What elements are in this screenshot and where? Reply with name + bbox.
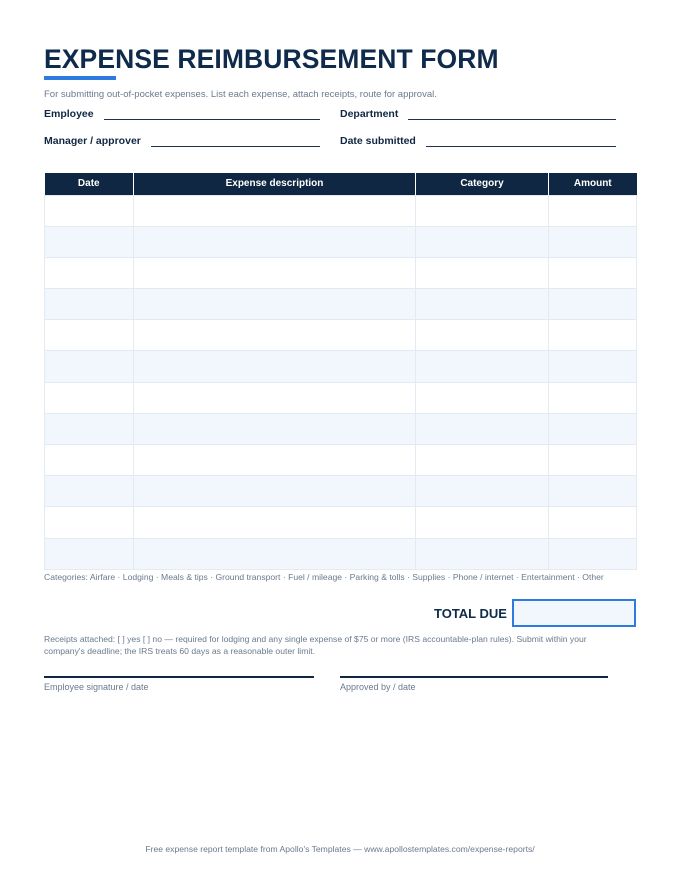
form-subtitle: For submitting out-of-pocket expenses. List each expense, attach receipts, route for approval.: [44, 89, 437, 100]
cell-category[interactable]: [416, 351, 549, 382]
table-row: [45, 413, 637, 444]
cell-category[interactable]: [416, 226, 549, 257]
table-row: [45, 320, 637, 351]
manager-input-line[interactable]: [151, 146, 320, 147]
employee-input-line[interactable]: [104, 119, 320, 120]
cell-amount[interactable]: [549, 195, 637, 226]
expense-table: [44, 173, 637, 570]
categories-note: Categories: Airfare · Lodging · Meals & tips · Ground transport · Fuel / mileage · Parking & tolls · Supplies · Phone / internet · Entertainment · Other: [44, 572, 604, 582]
cell-description[interactable]: [134, 320, 416, 351]
cell-amount[interactable]: [549, 289, 637, 320]
column-header-amount: Amount: [549, 173, 637, 195]
date-submitted-field[interactable]: [340, 131, 616, 147]
manager-label: Manager / approver: [44, 135, 141, 147]
department-field[interactable]: [340, 104, 616, 120]
cell-amount[interactable]: [549, 320, 637, 351]
cell-description[interactable]: [134, 538, 416, 569]
column-header-description: Expense description: [134, 173, 416, 195]
title-accent-bar: [44, 76, 116, 80]
table-row: [45, 476, 637, 507]
total-due-label: TOTAL DUE: [434, 606, 507, 621]
table-row: [45, 445, 637, 476]
cell-date[interactable]: [45, 351, 134, 382]
cell-category[interactable]: [416, 195, 549, 226]
date-submitted-input-line[interactable]: [426, 146, 616, 147]
cell-description[interactable]: [134, 382, 416, 413]
cell-amount[interactable]: [549, 226, 637, 257]
cell-category[interactable]: [416, 476, 549, 507]
cell-amount[interactable]: [549, 476, 637, 507]
cell-amount[interactable]: [549, 538, 637, 569]
manager-field[interactable]: [44, 131, 320, 147]
table-row: [45, 195, 637, 226]
employee-label: Employee: [44, 108, 94, 120]
employee-signature-line[interactable]: [44, 676, 314, 678]
cell-amount[interactable]: [549, 445, 637, 476]
cell-date[interactable]: [45, 538, 134, 569]
table-row: [45, 257, 637, 288]
cell-amount[interactable]: [549, 351, 637, 382]
column-header-category: Category: [416, 173, 549, 195]
cell-description[interactable]: [134, 445, 416, 476]
cell-date[interactable]: [45, 289, 134, 320]
table-row: [45, 382, 637, 413]
receipts-note: Receipts attached: [ ] yes [ ] no — required for lodging and any single expense of $75 or more (IRS accountable-plan rules). Submit within your company's deadline; the IRS treats 60 days as a reasonable outer limit.: [44, 634, 587, 656]
cell-amount[interactable]: [549, 413, 637, 444]
form-title: EXPENSE REIMBURSEMENT FORM: [44, 44, 499, 74]
cell-category[interactable]: [416, 413, 549, 444]
cell-category[interactable]: [416, 445, 549, 476]
cell-date[interactable]: [45, 257, 134, 288]
date-submitted-label: Date submitted: [340, 135, 416, 147]
cell-category[interactable]: [416, 382, 549, 413]
cell-date[interactable]: [45, 413, 134, 444]
cell-amount[interactable]: [549, 507, 637, 538]
department-label: Department: [340, 108, 399, 120]
cell-description[interactable]: [134, 507, 416, 538]
cell-description[interactable]: [134, 226, 416, 257]
cell-category[interactable]: [416, 289, 549, 320]
column-header-date: Date: [45, 173, 134, 195]
table-row: [45, 538, 637, 569]
cell-date[interactable]: [45, 320, 134, 351]
cell-description[interactable]: [134, 351, 416, 382]
cell-date[interactable]: [45, 382, 134, 413]
cell-category[interactable]: [416, 320, 549, 351]
table-row: [45, 507, 637, 538]
approver-signature-label: Approved by / date: [340, 682, 416, 692]
table-row: [45, 226, 637, 257]
total-due-input[interactable]: [512, 599, 636, 627]
expense-table-header: [45, 173, 637, 195]
cell-category[interactable]: [416, 538, 549, 569]
cell-amount[interactable]: [549, 257, 637, 288]
employee-signature-label: Employee signature / date: [44, 682, 149, 692]
cell-date[interactable]: [45, 507, 134, 538]
approver-signature-line[interactable]: [340, 676, 608, 678]
department-input-line[interactable]: [408, 119, 616, 120]
cell-description[interactable]: [134, 413, 416, 444]
cell-description[interactable]: [134, 289, 416, 320]
employee-field[interactable]: [44, 104, 320, 120]
table-row: [45, 289, 637, 320]
cell-description[interactable]: [134, 195, 416, 226]
cell-date[interactable]: [45, 476, 134, 507]
cell-date[interactable]: [45, 226, 134, 257]
table-row: [45, 351, 637, 382]
cell-date[interactable]: [45, 195, 134, 226]
cell-description[interactable]: [134, 257, 416, 288]
cell-category[interactable]: [416, 507, 549, 538]
footer-credit: Free expense report template from Apollo's Templates — www.apollostemplates.com/expense-reports/: [145, 844, 535, 854]
cell-description[interactable]: [134, 476, 416, 507]
cell-amount[interactable]: [549, 382, 637, 413]
cell-category[interactable]: [416, 257, 549, 288]
cell-date[interactable]: [45, 445, 134, 476]
